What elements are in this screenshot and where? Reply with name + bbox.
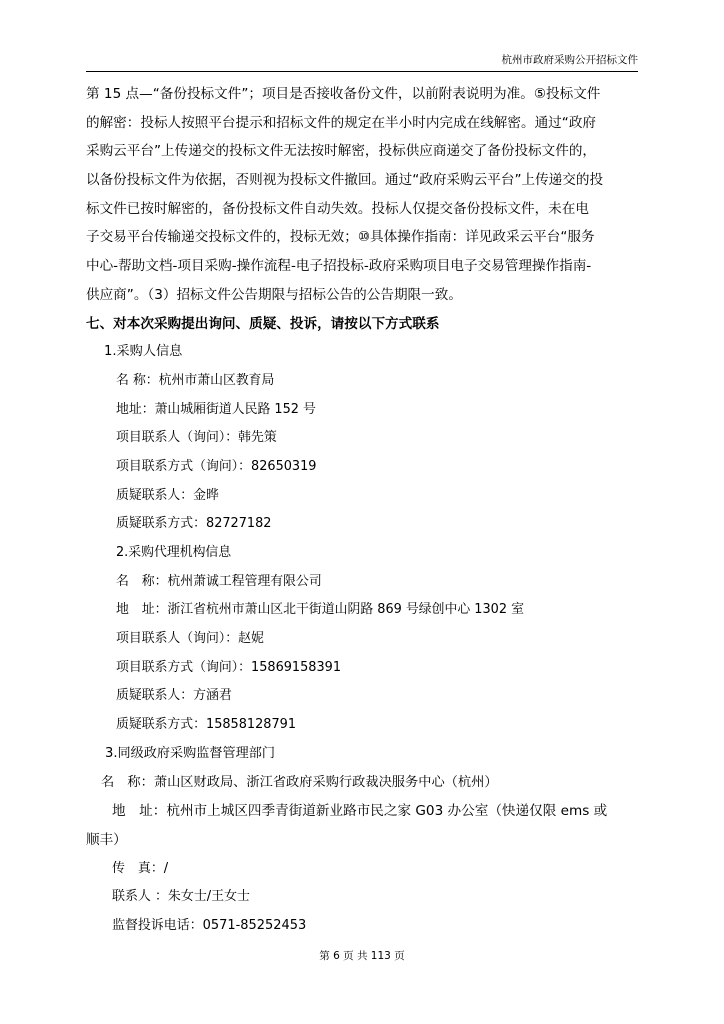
agency-phone: 项目联系方式（询问）：15869158391 (116, 659, 342, 675)
paragraph-line-4: 以备份投标文件为依据，否则视为投标文件撤回。通过“政府采购云平台”上传递交的投 (86, 172, 604, 189)
agency-question-contact: 质疑联系人：方涵君 (116, 688, 232, 704)
document-body (86, 80, 640, 941)
paragraph-line-2: 的解密：投标人按照平台提示和招标文件的规定在半小时内完成在线解密。通过“政府 (86, 114, 597, 131)
paragraph-line-8: 供应商”。（3）招标文件公告期限与招标公告的公告期限一致。 (86, 286, 462, 303)
agency-address: 地 址：浙江省杭州市萧山区北干街道山阴路 869 号绿创中心 1302 室 (116, 602, 524, 618)
supervisor-address-line-1: 地 址：杭州市上城区四季青街道新业路市民之家 G03 办公室（快递仅限 ems 或 (112, 803, 608, 820)
header-title: 杭州市政府采购公开招标文件 (501, 54, 638, 66)
supervisor-name: 名 称：萧山区财政局、浙江省政府采购行政裁决服务中心（杭州） (101, 774, 498, 790)
page-number: 第 6 页 共 113 页 (319, 950, 405, 962)
agency-heading: 2.采购代理机构信息 (116, 545, 232, 560)
purchaser-name: 名 称：杭州市萧山区教育局 (116, 372, 275, 388)
paragraph-line-7: 中心-帮助文档-项目采购-操作流程-电子招投标-政府采购项目电子交易管理操作指南- (86, 258, 592, 275)
supervisor-address-line-2: 顺丰） (86, 831, 127, 848)
purchaser-contact: 项目联系人（询问）：韩先策 (116, 430, 277, 446)
agency-contact: 项目联系人（询问）：赵妮 (116, 631, 264, 647)
purchaser-heading: 1.采购人信息 (104, 344, 183, 360)
paragraph-line-3: 采购云平台”上传递交的投标文件无法按时解密，投标供应商递交了备份投标文件的， (86, 143, 597, 160)
supervisor-phone: 监督投诉电话：0571-85252453 (112, 917, 307, 933)
page-header (86, 50, 638, 70)
purchaser-address: 地址：萧山城厢街道人民路 152 号 (116, 401, 316, 417)
section-7-heading: 七、对本次采购提出询问、质疑、投诉，请按以下方式联系 (86, 315, 440, 332)
purchaser-question-phone: 质疑联系方式：82727182 (116, 516, 272, 532)
paragraph-line-1: 第 15 点—“备份投标文件”；项目是否接收备份文件，以前附表说明为准。⑤投标文件 (86, 86, 601, 102)
agency-question-phone: 质疑联系方式：15858128791 (116, 717, 297, 733)
paragraph-line-5: 标文件已按时解密的，备份投标文件自动失效。投标人仅提交备份投标文件，未在电 (86, 200, 589, 217)
purchaser-question-contact: 质疑联系人：金晔 (116, 487, 219, 503)
supervisor-contact: 联系人 ：朱女士/王女士 (112, 889, 251, 905)
header-rule (86, 71, 638, 72)
supervisor-fax: 传 真：/ (112, 860, 169, 876)
supervisor-heading: 3.同级政府采购监督管理部门 (105, 745, 276, 761)
paragraph-line-6: 子交易平台传输递交投标文件的，投标无效；⑩具体操作指南：详见政采云平台“服务 (86, 229, 595, 246)
agency-name: 名 称：杭州萧诚工程管理有限公司 (116, 573, 322, 589)
purchaser-phone: 项目联系方式（询问）：82650319 (116, 458, 317, 474)
